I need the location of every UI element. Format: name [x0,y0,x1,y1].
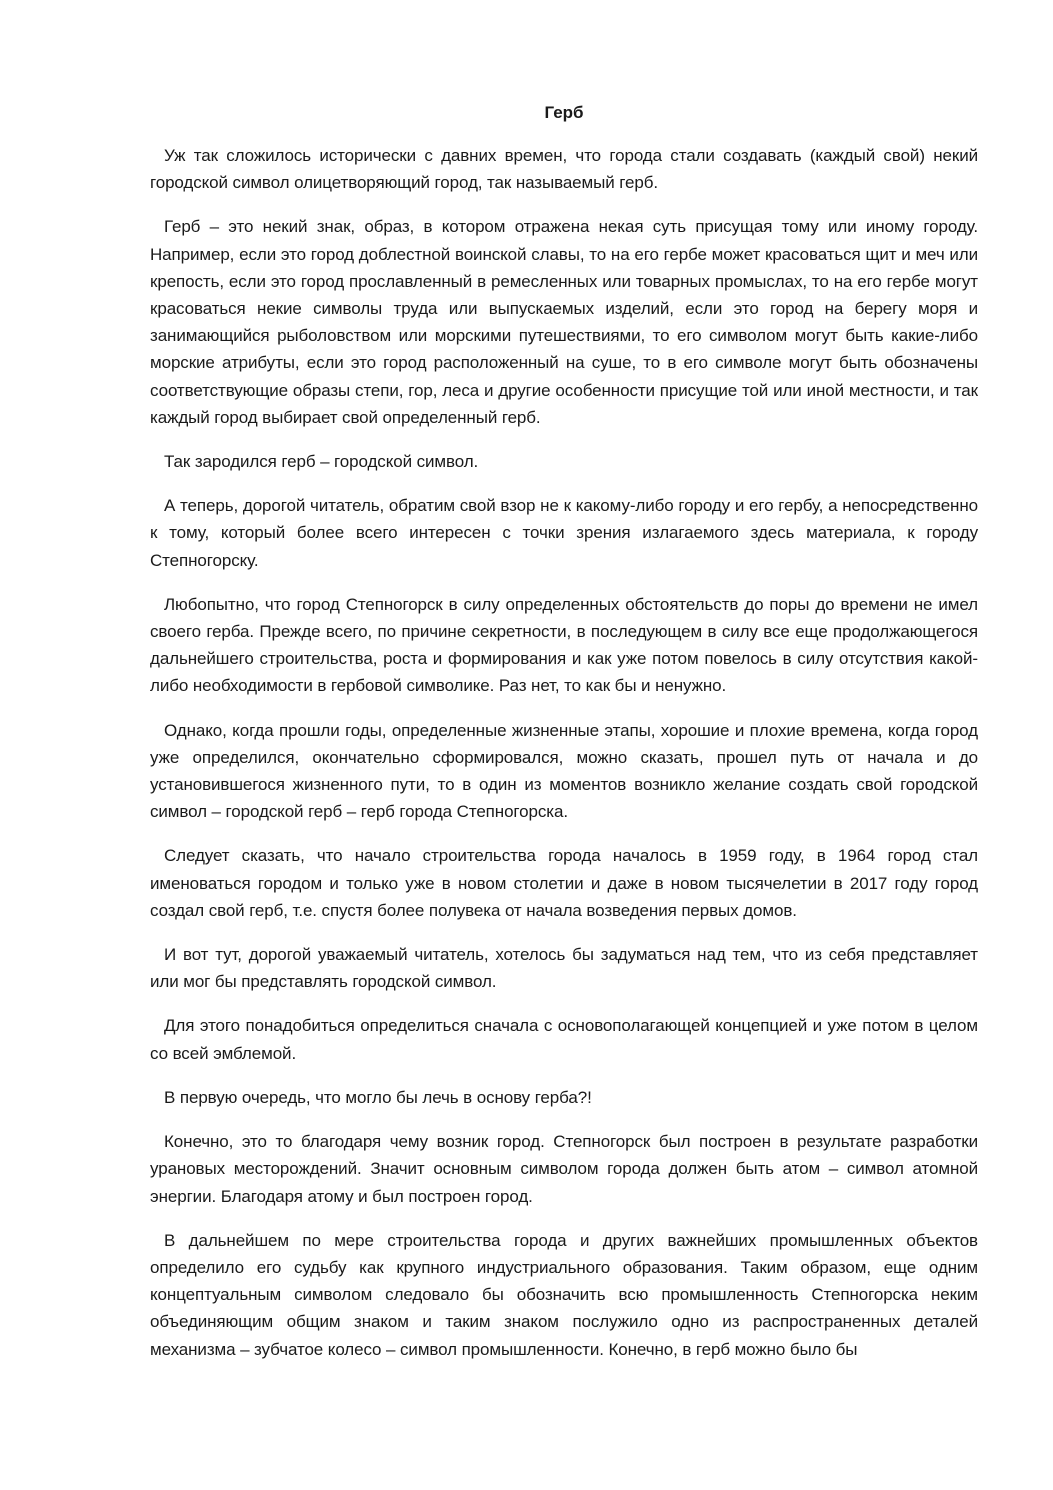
paragraph-4: А теперь, дорогой читатель, обратим свой взор не к какому-либо городу и его гербу, а непосредственно к тому, который более всего интересен с точки зрения излагаемого здесь материала, к городу Степногорску. [150,496,978,570]
paragraph-2: Герб – это некий знак, образ, в котором отражена некая суть присущая тому или иному городу. Например, если это город доблестной воинской славы, то на его гербе может красоваться щит и меч или крепость, если это город прославленный в ремесленных или товарных промыслах, то на его гербе могут красоваться некие символы труда или выпускаемых изделий, если это город на берегу моря и занимающийся рыболовством или морскими путешествиями, то его символом могут быть какие-либо морские атрибуты, если это город расположенный на суше, то в его символе могут быть обозначены соответствующие образы степи, гор, леса и другие особенности присущие той или иной местности, и так каждый город выбирает свой определенный герб. [150,217,978,427]
paragraph-5: Любопытно, что город Степногорск в силу определенных обстоятельств до поры до времени не имел своего герба. Прежде всего, по причине секретности, в последующем в силу все еще продолжающегося дальнейшего строительства, роста и формирования и как уже потом повелось в силу отсутствия какой-либо необходимости в гербовой символике. Раз нет, то как бы и ненужно. [150,594,978,696]
paragraph-12: В дальнейшем по мере строительства города и других важнейших промышленных объектов определило его судьбу как крупного индустриального образования. Таким образом, еще одним концептуальным символом следовало бы обозначить всю промышленность Степногорска неким объединяющим общим знаком и таким знаком послужило одно из распространенных деталей механизма – зубчатое колесо – символ промышленности. Конечно, в герб можно было бы [150,1230,978,1359]
paragraph-7: Следует сказать, что начало строительства города началось в 1959 году, в 1964 город стал именоваться городом и только уже в новом столетии и даже в новом тысячелетии в 2017 году город создал свой герб, т.е. спустя более полувека от начала возведения первых домов. [150,846,978,920]
paragraph-3: Так зародился герб – городской символ. [164,452,479,472]
paragraph-9: Для этого понадобиться определиться сначала с основополагающей концепцией и уже потом в целом со всей эмблемой. [150,1016,978,1063]
paragraph-6: Однако, когда прошли годы, определенные жизненные этапы, хорошие и плохие времена, когда город уже определился, окончательно сформировался, можно сказать, прошел путь от начала и до установившегося жизненного пути, то в один из моментов возникло желание создать свой городской символ – городской герб – герб города Степногорска. [150,720,978,822]
document-page [150,100,978,1380]
document-title: Герб [544,103,584,122]
paragraph-1: Уж так сложилось исторически с давних времен, что города стали создавать (каждый свой) некий городской символ олицетворяющий город, так называемый герб. [150,146,978,193]
paragraph-11: Конечно, это то благодаря чему возник город. Степногорск был построен в результате разработки урановых месторождений. Значит основным символом города должен быть атом – символ атомной энергии. Благодаря атому и был построен город. [150,1132,978,1206]
paragraph-10: В первую очередь, что могло бы лечь в основу герба?! [164,1087,592,1107]
paragraph-8: И вот тут, дорогой уважаемый читатель, хотелось бы задуматься над тем, что из себя представляет или мог бы представлять городской символ. [150,945,978,992]
